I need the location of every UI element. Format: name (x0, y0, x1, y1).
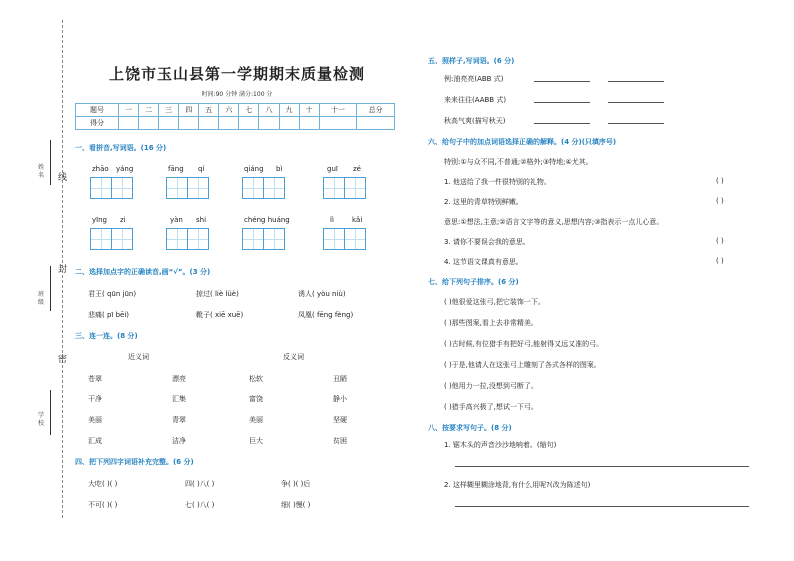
score-header-cell: 九 (279, 104, 299, 117)
pinyin: shi (196, 216, 207, 224)
score-cell[interactable] (159, 117, 179, 130)
match-word[interactable]: 美丽 (88, 416, 102, 424)
match-word[interactable]: 巨大 (249, 437, 263, 445)
answer-blank[interactable] (608, 81, 664, 82)
match-word[interactable]: 洁净 (172, 437, 186, 445)
match-word[interactable]: 贫困 (333, 437, 347, 445)
ordering-item[interactable]: ( )古时候,有位猎手有把好弓,能射得又远又准的弓。 (444, 340, 604, 348)
score-cell[interactable] (119, 117, 139, 130)
answer-paren[interactable]: ( ) (716, 177, 724, 185)
match-word[interactable]: 青翠 (172, 416, 186, 424)
pinyin: yàn (170, 216, 183, 224)
example-word: 例:油亮亮(ABB 式) (444, 75, 504, 83)
section-1-title: 一、看拼音,写词语。(16 分) (75, 144, 167, 152)
answer-paren[interactable]: ( ) (716, 257, 724, 265)
answer-blank[interactable] (534, 123, 590, 124)
score-cell[interactable] (179, 117, 199, 130)
pronunciation-item[interactable]: 悲痛( pī bēi) (88, 311, 129, 319)
page-title: 上饶市玉山县第一学期期末质量检测 (108, 65, 365, 83)
score-cell[interactable] (199, 117, 219, 130)
section-5-title: 五、照样子,写词语。(6 分) (428, 57, 515, 65)
pinyin: fāng (168, 165, 184, 173)
idiom-item[interactable]: 大吃( )( ) (88, 480, 118, 488)
match-word[interactable]: 干净 (88, 395, 102, 403)
match-word[interactable]: 丑陋 (333, 375, 347, 383)
score-cell[interactable] (219, 117, 239, 130)
ordering-item[interactable]: ( )猎手高兴极了,想试一下弓。 (444, 403, 538, 411)
match-word[interactable]: 苍翠 (88, 375, 102, 383)
score-cell[interactable] (259, 117, 279, 130)
pinyin: chéng huáng (244, 216, 290, 224)
pattern-word: 来来往往(AABB 式) (444, 96, 507, 104)
section-6-title: 六、给句子中的加点词语选择正确的解释。(4 分)(只填序号) (428, 138, 617, 146)
seal-mark-seal: 封 (58, 265, 68, 275)
match-word[interactable]: 富饶 (249, 395, 263, 403)
idiom-item[interactable]: 争( )( )后 (281, 480, 311, 488)
school-label: 学校 (38, 412, 45, 427)
pinyin: zi (120, 216, 126, 224)
pinyin: guī (327, 165, 338, 173)
answer-paren[interactable]: ( ) (716, 197, 724, 205)
score-header-cell: 十 (299, 104, 319, 117)
writing-grid[interactable] (242, 228, 284, 250)
score-header-cell: 六 (219, 104, 239, 117)
writing-grid[interactable] (323, 228, 365, 250)
definition-list: 特别:①与众不同,不普通;②格外;③特地;④尤其。 (444, 158, 593, 166)
match-word[interactable]: 坚硬 (333, 416, 347, 424)
pronunciation-item[interactable]: 掠过( liè lüè) (196, 290, 239, 298)
score-cell[interactable] (139, 117, 159, 130)
definition-list: 意思:①想法,主意;②语言文字等的意义,思想内容;③指表示一点儿心意。 (444, 218, 664, 226)
score-cell[interactable] (319, 117, 357, 130)
score-row-label: 得分 (76, 117, 119, 130)
score-header-cell: 题号 (76, 104, 119, 117)
section-3-title: 三、连一连。(8 分) (75, 332, 138, 340)
score-header-cell: 三 (159, 104, 179, 117)
question-text: 1. 锯木头的声音沙沙地响着。(缩句) (444, 441, 557, 449)
score-cell[interactable] (239, 117, 259, 130)
antonym-header: 反义词 (283, 353, 304, 361)
pinyin: zhāo (92, 165, 109, 173)
answer-blank[interactable] (608, 123, 664, 124)
idiom-item[interactable]: 细( )慢( ) (281, 501, 311, 509)
idiom-item[interactable]: 不可( )( ) (88, 501, 118, 509)
answer-paren[interactable]: ( ) (716, 237, 724, 245)
writing-grid[interactable] (166, 177, 208, 199)
answer-blank[interactable] (534, 102, 590, 103)
pinyin: qí (198, 165, 205, 173)
score-header-cell: 五 (199, 104, 219, 117)
score-cell[interactable] (357, 117, 395, 130)
writing-grid[interactable] (242, 177, 284, 199)
score-header-cell: 十一 (319, 104, 357, 117)
match-word[interactable]: 汇集 (172, 395, 186, 403)
section-8-title: 八、按要求写句子。(8 分) (428, 424, 512, 432)
name-blank[interactable] (50, 140, 51, 185)
ordering-item[interactable]: ( )那些图案,看上去非常精美。 (444, 319, 538, 327)
writing-grid[interactable] (323, 177, 365, 199)
pronunciation-item[interactable]: 诱人( yòu niù) (298, 290, 346, 298)
match-word[interactable]: 漂亮 (172, 375, 186, 383)
score-header-cell: 一 (119, 104, 139, 117)
match-word[interactable]: 美丽 (249, 416, 263, 424)
score-cell[interactable] (279, 117, 299, 130)
school-blank[interactable] (50, 390, 51, 435)
pronunciation-item[interactable]: 君王( qūn jūn) (88, 290, 137, 298)
score-table (75, 103, 395, 130)
section-2-title: 二、选择加点字的正确读音,画“√”。(3 分) (75, 268, 211, 276)
pronunciation-item[interactable]: 靴子( xiē xuē) (196, 311, 244, 319)
match-word[interactable]: 松软 (249, 375, 263, 383)
score-table-score-row (76, 117, 395, 130)
writing-grid[interactable] (90, 228, 132, 250)
pinyin: kǎi (352, 216, 363, 224)
score-header-cell: 四 (179, 104, 199, 117)
writing-grid[interactable] (90, 177, 132, 199)
class-label: 班级 (38, 291, 45, 306)
ordering-item[interactable]: ( )他很爱这张弓,把它装饰一下。 (444, 298, 545, 306)
answer-line[interactable] (455, 506, 749, 507)
score-header-cell: 二 (139, 104, 159, 117)
pinyin: qiáng (244, 165, 264, 173)
match-word[interactable]: 静小 (333, 395, 347, 403)
pinyin: bì (276, 165, 283, 173)
exam-meta: 时间:90 分钟 满分:100 分 (201, 91, 273, 98)
writing-grid[interactable] (166, 228, 208, 250)
pinyin: yīng (92, 216, 107, 224)
pinyin: lì (330, 216, 334, 224)
pinyin: yáng (116, 165, 134, 173)
seal-mark-line: 线 (58, 173, 68, 183)
class-blank[interactable] (50, 266, 51, 311)
section-7-title: 七、给下列句子排序。(6 分) (428, 278, 519, 286)
score-header-cell: 八 (259, 104, 279, 117)
pronunciation-item[interactable]: 凤凰( fēng fèng) (298, 311, 354, 319)
answer-blank[interactable] (608, 102, 664, 103)
pinyin: zé (353, 165, 361, 173)
idiom-item[interactable]: 四( )八( ) (185, 480, 215, 488)
question-text: 3. 请你不要误会我的意思。 (444, 238, 530, 246)
score-cell[interactable] (299, 117, 319, 130)
question-text: 1. 他送给了我一件很特别的礼物。 (444, 178, 551, 186)
name-label: 姓名 (38, 164, 45, 179)
answer-blank[interactable] (534, 81, 590, 82)
question-text: 2. 这样糊里糊涂地背,有什么用呢?(改为陈述句) (444, 481, 591, 489)
question-text: 4. 这节语文课真有意思。 (444, 258, 523, 266)
score-header-cell: 总分 (357, 104, 395, 117)
synonym-header: 近义词 (128, 353, 149, 361)
seal-mark-secret: 密 (58, 355, 68, 365)
score-table-header-row (76, 104, 395, 117)
ordering-item[interactable]: ( )于是,他请人在这张弓上雕刻了各式各样的图案。 (444, 361, 601, 369)
pattern-word: 秋高气爽(描写秋天) (444, 117, 506, 125)
question-text: 2. 这里的青草特别鲜嫩。 (444, 198, 523, 206)
ordering-item[interactable]: ( )他用力一拉,没想到弓断了。 (444, 382, 538, 390)
answer-line[interactable] (455, 466, 749, 467)
score-header-cell: 七 (239, 104, 259, 117)
match-word[interactable]: 汇成 (88, 437, 102, 445)
idiom-item[interactable]: 七( )八( ) (185, 501, 215, 509)
section-4-title: 四、把下列四字词语补充完整。(6 分) (75, 458, 194, 466)
